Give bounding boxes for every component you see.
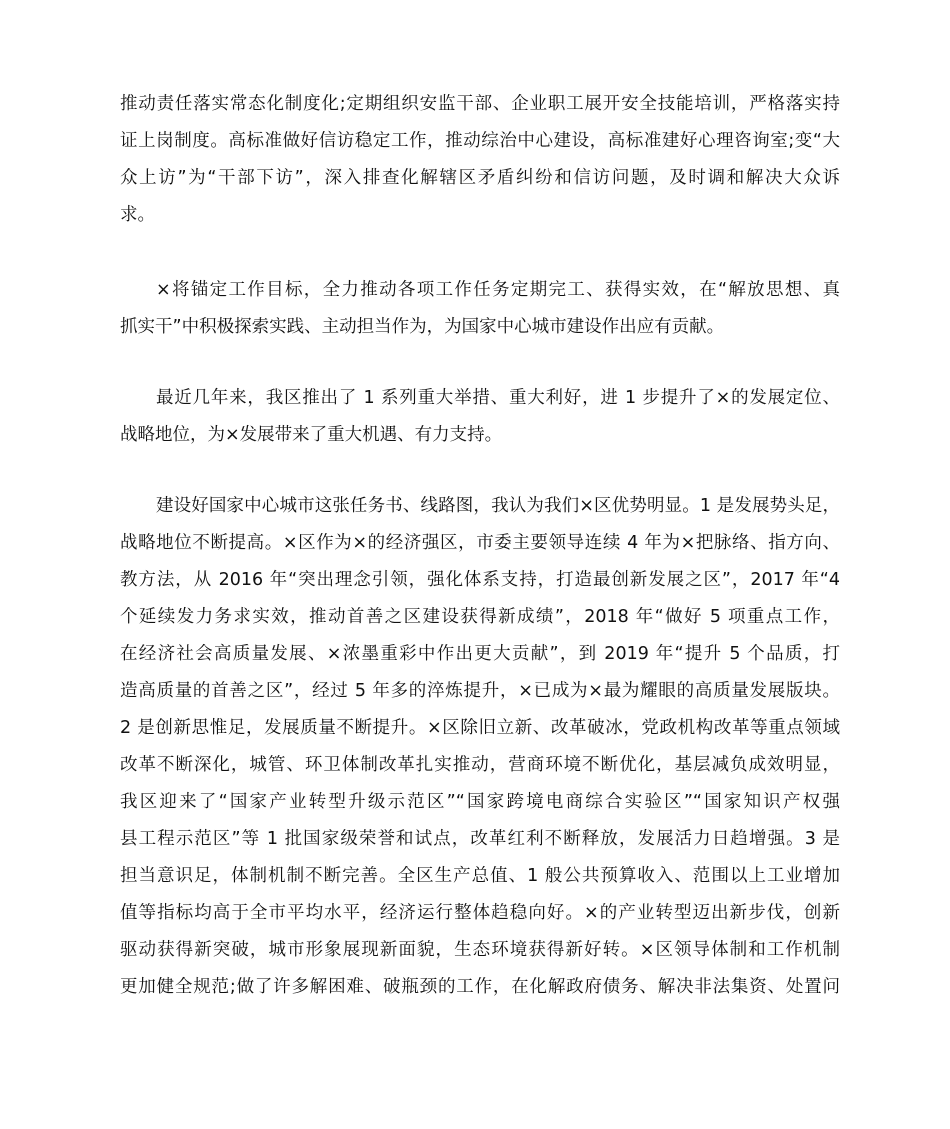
paragraph-4 [120, 488, 840, 1006]
text-line: 推动责任落实常态化制度化;定期组织安监干部、企业职工展开安全技能培训，严格落实持 [120, 94, 840, 114]
text-line: 战略地位，为×发展带来了重大机遇、有力支持。 [120, 425, 503, 445]
text-line: 证上岗制度。高标准做好信访稳定工作，推动综治中心建设，高标准建好心理咨询室;变“大 [120, 131, 840, 151]
paragraph-1 [120, 86, 840, 234]
text-line: 更加健全规范;做了许多解困难、破瓶颈的工作，在化解政府债务、解决非法集资、处置问 [120, 977, 840, 997]
text-line: 个延续发力务求实效，推动首善之区建设获得新成绩”，2018 年“做好 5 项重点工作， [120, 607, 840, 627]
text-line: 我区迎来了“国家产业转型升级示范区”“国家跨境电商综合实验区”“国家知识产权强 [120, 792, 840, 812]
text-line: 造高质量的首善之区”，经过 5 年多的淬炼提升，×已成为×最为耀眼的高质量发展版块。 [120, 681, 840, 701]
text-line: 在经济社会高质量发展、×浓墨重彩中作出更大贡献”，到 2019 年“提升 5 个品质，打 [120, 644, 840, 664]
paragraph-2 [120, 272, 840, 346]
text-line: 最近几年来，我区推出了 1 系列重大举措、重大利好，进 1 步提升了×的发展定位、 [156, 388, 840, 408]
text-line: 众上访”为“干部下访”，深入排查化解辖区矛盾纠纷和信访问题，及时调和解决大众诉 [120, 168, 840, 188]
text-line: 值等指标均高于全市平均水平，经济运行整体趋稳向好。×的产业转型迈出新步伐，创新 [120, 903, 840, 923]
text-line: 县工程示范区”等 1 批国家级荣誉和试点，改革红利不断释放，发展活力日趋增强。3 是 [120, 829, 840, 849]
text-line: ×将锚定工作目标，全力推动各项工作任务定期完工、获得实效，在“解放思想、真 [156, 280, 840, 300]
text-line: 担当意识足，体制机制不断完善。全区生产总值、1 般公共预算收入、范围以上工业增加 [120, 866, 840, 886]
text-line: 求。 [120, 205, 155, 225]
text-line: 战略地位不断提高。×区作为×的经济强区，市委主要领导连续 4 年为×把脉络、指方向、 [120, 533, 840, 553]
paragraph-3 [120, 380, 840, 454]
text-line: 驱动获得新突破，城市形象展现新面貌，生态环境获得新好转。×区领导体制和工作机制 [120, 940, 840, 960]
text-line: 2 是创新思惟足，发展质量不断提升。×区除旧立新、改革破冰，党政机构改革等重点领域 [120, 718, 840, 738]
text-line: 建设好国家中心城市这张任务书、线路图，我认为我们×区优势明显。1 是发展势头足， [156, 496, 840, 516]
text-line: 抓实干”中积极探索实践、主动担当作为，为国家中心城市建设作出应有贡献。 [120, 317, 725, 337]
text-line: 教方法，从 2016 年“突出理念引领，强化体系支持，打造最创新发展之区”，2017 年“4 [120, 570, 840, 590]
text-line: 改革不断深化，城管、环卫体制改革扎实推动，营商环境不断优化，基层减负成效明显， [120, 755, 840, 775]
